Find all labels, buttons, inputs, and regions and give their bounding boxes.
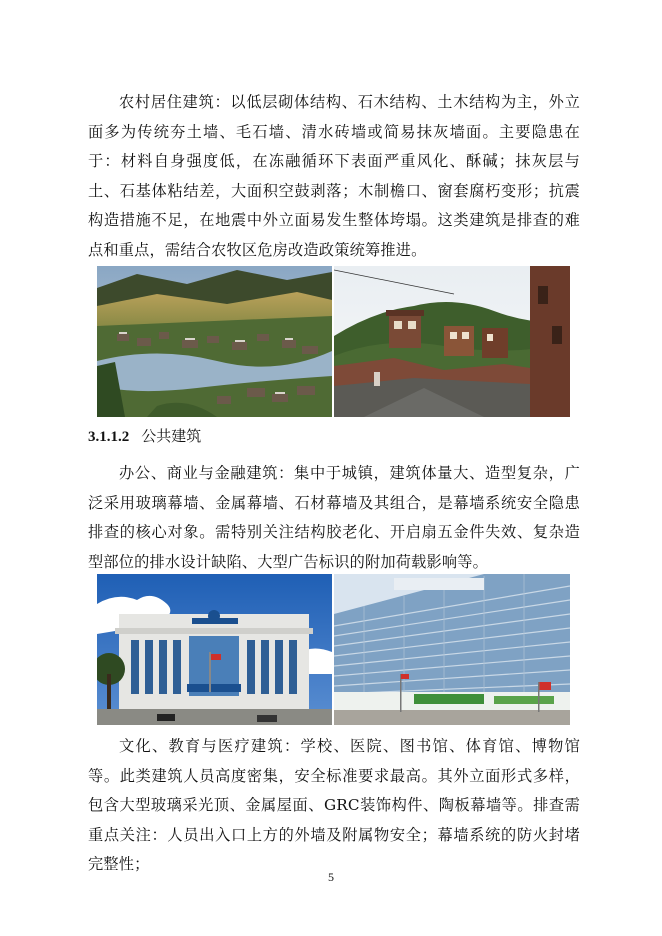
paragraph-culture-buildings: 文化、教育与医疗建筑：学校、医院、图书馆、体育馆、博物馆等。此类建筑人员高度密集，安全标准要求最高。其外立面形式多样，包含大型玻璃采光顶、金属屋面、GRC装饰构件、陶板幕墙等。排查需重点关注：人员出入口上方的外墙及附属物安全；幕墙系统的防火封堵完整性； xyxy=(88,737,580,874)
page-number: 5 xyxy=(328,870,334,884)
section-number: 3.1.1.2 xyxy=(88,429,130,445)
section-title: 公共建筑 xyxy=(141,427,202,445)
stone-houses-photo xyxy=(334,266,570,417)
village-valley-photo xyxy=(97,266,332,417)
bank-building-photo xyxy=(97,574,332,725)
paragraph-office-buildings: 办公、商业与金融建筑：集中于城镇，建筑体量大、造型复杂，广泛采用玻璃幕墙、金属幕墙、石材幕墙及其组合，是幕墙系统安全隐患排查的核心对象。需特别关注结构胶老化、开启扇五金件失效、复杂造型部位的排水设计缺陷、大型广告标识的附加荷载影响等。 xyxy=(88,464,580,571)
section-heading xyxy=(88,423,201,450)
glass-tower-photo xyxy=(334,574,570,725)
paragraph-rural-buildings: 农村居住建筑：以低层砌体结构、石木结构、土木结构为主，外立面多为传统夯土墙、毛石墙、清水砖墙或简易抹灰墙面。主要隐患在于：材料自身强度低，在冻融循环下表面严重风化、酥碱；抹灰层与土、石基体粘结差，大面积空鼓剥落；木制檐口、窗套腐朽变形；抗震构造措施不足，在地震中外立面易发生整体垮塌。这类建筑是排查的难点和重点，需结合农牧区危房改造政策统筹推进。 xyxy=(88,93,580,259)
